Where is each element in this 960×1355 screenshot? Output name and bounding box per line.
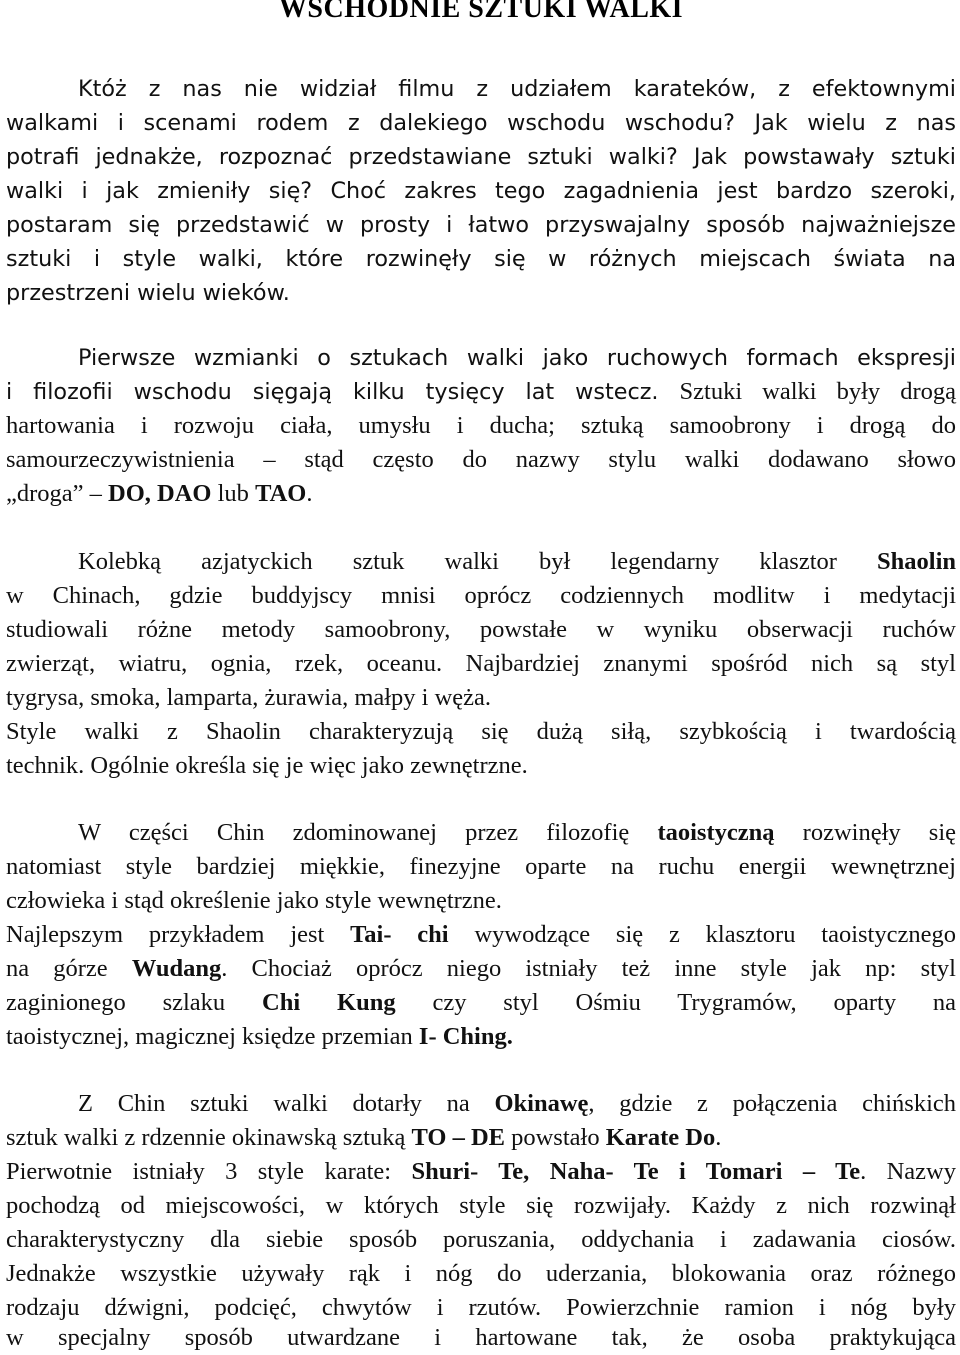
p3-line-2: w Chinach, gdzie buddyjscy mnisi oprócz codziennych modlitw i medytacji [6,582,956,609]
p5-line-1 [6,1087,956,1121]
p5-l1-post: , gdzie z połączenia chińskich [588,1090,957,1117]
p3-line-3: studiowali różne metody samoobrony, powstałe w wyniku obserwacji ruchów [6,616,956,643]
p4-l4-bold: Tai- chi [350,921,449,948]
p5-line-2 [6,1121,956,1155]
p2-l5-end: . [306,480,313,507]
p2-line-2 [6,375,956,409]
p4-l6-pre: zaginionego szlaku [6,989,226,1016]
p1-line-5: postaram się przedstawić w prosty i łatwo przyswajalny sposób najważniejsze [6,212,956,238]
p4-line-7 [6,1020,956,1054]
p2-line-2-serif: Sztuki walki były drogą [679,378,956,405]
p4-line-6 [6,986,956,1020]
p4-l7-pre: taoistycznej, magicznej księdze przemian [6,1023,413,1050]
page-title: WSCHODNIE SZTUKI WALKI [278,0,684,24]
p5-l1-bold: Okinawę [494,1090,589,1117]
p3-line-6: Style walki z Shaolin charakteryzują się dużą siłą, szybkością i twardością [6,718,956,745]
p5-l3-pre: Pierwotnie istniały 3 style karate: [6,1158,392,1185]
p4-l1-post: rozwinęły się [802,819,957,846]
p2-l5-pre: „droga” – [6,480,102,507]
p2-line-3: hartowania i rozwoju ciała, umysłu i ducha; sztuką samoobrony i drogą do [6,412,956,439]
p5-line-7: rodzaju dźwigni, podcięć, chwytów i rzutów. Powierzchnie ramion i nóg były [6,1294,956,1321]
p4-line-1 [6,816,956,850]
p5-l2-bold1: TO – DE [411,1124,505,1151]
p1-line-2: walkami i scenami rodem z dalekiego wschodu wschodu? Jak wielu z nas [6,110,956,136]
p4-l5-bold: Wudang [131,955,222,982]
p1-line-3: potrafi jednakże, rozpoznać przedstawiane sztuki walki? Jak powstawały sztuki [6,144,956,170]
p2-l5-mid: lub [217,480,249,507]
p5-line-8: w specjalny sposób utwardzane i hartowane tak, że osoba praktykująca [6,1324,956,1351]
p1-line-7: przestrzeni wielu wieków. [6,280,290,306]
p5-l2-end: . [715,1124,722,1151]
p2-line-2-sans: i filozofii wschodu sięgają kilku tysięcy lat wstecz. [6,379,659,405]
document-page [6,0,957,1351]
p5-l2-mid: powstało [511,1124,600,1151]
p2-line-4: samourzeczywistnienia – stąd często do nazwy stylu walki dodawano słowo [6,446,956,473]
p3-l1-bold: Shaolin [877,548,957,575]
p4-l5-pre: na górze [6,955,108,982]
p1-line-6: sztuki i style walki, które rozwinęły się w różnych miejscach świata na [6,246,956,272]
p5-line-4: pochodzą od miejscowości, w których style się rozwijały. Każdy z nich rozwinął [6,1192,956,1219]
p5-line-6: Jednakże wszystkie używały rąk i nóg do uderzania, blokowania oraz różnego [6,1260,956,1287]
p1-line-1: Któż z nas nie widział filmu z udziałem karateków, z efektownymi [78,76,956,102]
p2-l5-bold2: TAO [255,480,307,507]
p3-line-5: tygrysa, smoka, lamparta, żurawia, małpy i węża. [6,684,492,711]
p4-l6-post: czy styl Ośmiu Trygramów, oparty na [432,989,957,1016]
p4-l4-pre: Najlepszym przykładem jest [6,921,325,948]
p5-line-3 [6,1155,956,1189]
p5-l2-bold2: Karate Do [605,1124,716,1151]
p5-l2-pre: sztuk walki z rdzennie okinawską sztuką [6,1124,406,1151]
p2-line-5 [6,477,956,511]
p3-line-1 [6,545,956,579]
p5-line-5: charakterystyczny dla siebie sposób poruszania, oddychania i zadawania ciosów. [6,1226,956,1253]
p4-l1-bold: taoistyczną [657,819,775,846]
p3-line-4: zwierząt, wiatru, ognia, rzek, oceanu. Najbardziej znanymi spośród nich są styl [6,650,956,677]
p4-l1-pre: W części Chin zdominowanej przez filozofię [78,819,630,846]
p4-line-4 [6,918,956,952]
p4-l5-post: . Chociaż oprócz niego istniały też inne style jak np: styl [221,955,956,982]
p2-l5-bold1: DO, DAO [108,480,212,507]
p4-l4-post: wywodzące się z klasztoru taoistycznego [474,921,956,948]
p5-l3-bold: Shuri- Te, Naha- Te i Tomari – Te [411,1158,861,1185]
p4-line-2: natomiast style bardziej miękkie, finezyjne oparte na ruchu energii wewnętrznej [6,853,956,880]
p4-line-3: człowieka i stąd określenie jako style wewnętrzne. [6,887,502,914]
p3-line-7: technik. Ogólnie określa się je więc jako zewnętrzne. [6,752,528,779]
p1-line-4: walki i jak zmieniły się? Choć zakres tego zagadnienia jest bardzo szeroki, [6,178,956,204]
p2-line-1: Pierwsze wzmianki o sztukach walki jako ruchowych formach ekspresji [78,345,956,371]
p5-l1-pre: Z Chin sztuki walki dotarły na [78,1090,470,1117]
p4-l7-bold: I- Ching. [418,1023,513,1050]
p4-l6-bold: Chi Kung [262,989,396,1016]
p5-l3-post: . Nazwy [860,1158,956,1185]
p4-line-5 [6,952,956,986]
p3-l1-pre: Kolebką azjatyckich sztuk walki był legendarny klasztor [78,548,837,575]
